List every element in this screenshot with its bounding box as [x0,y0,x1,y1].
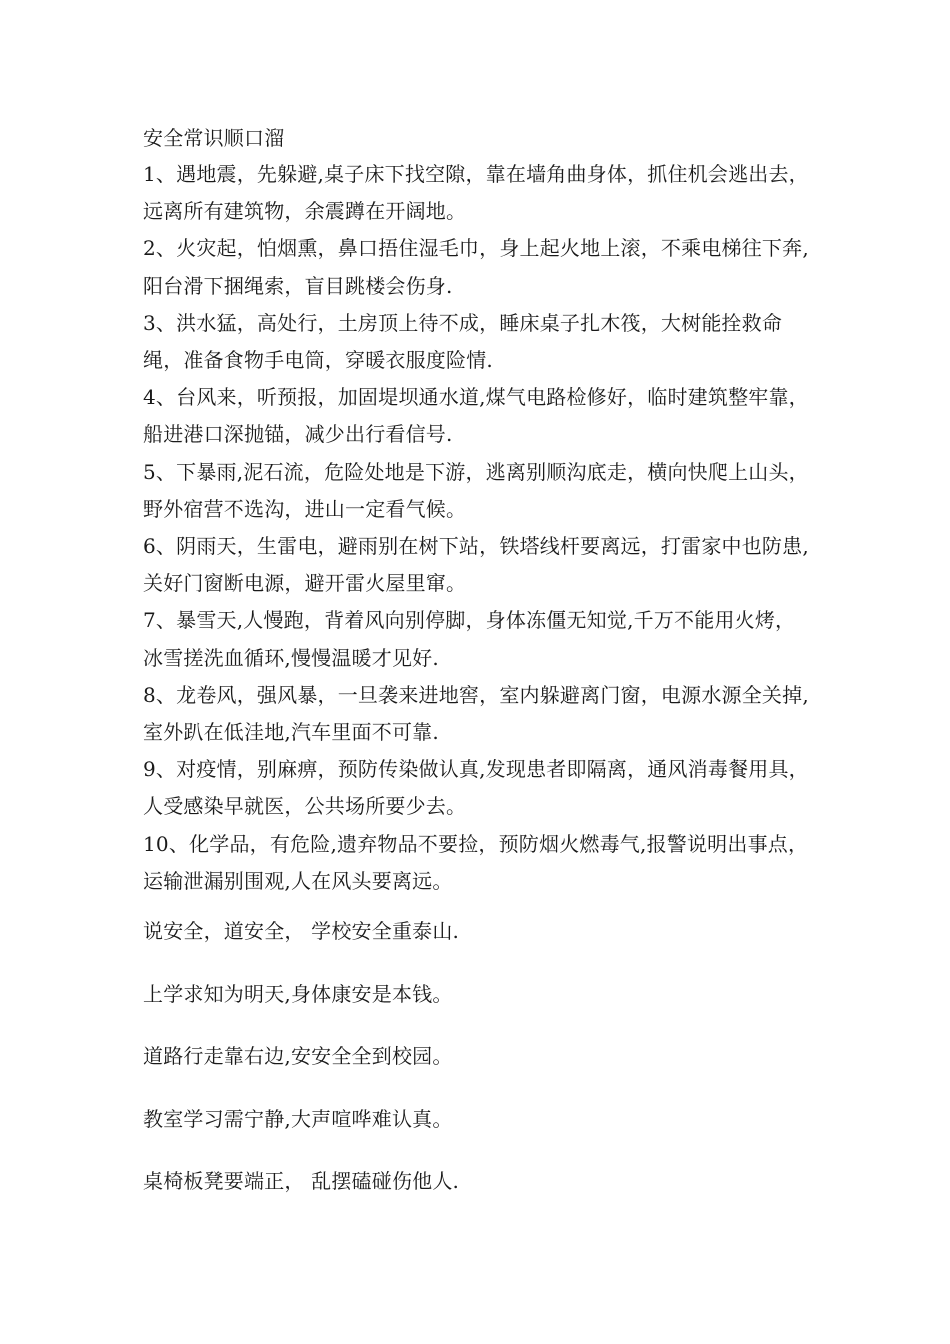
verse-line-5: 桌椅板凳要端正， 乱摆磕碰伤他人. [143,1169,460,1194]
safety-rules-list [143,156,813,900]
verse-line-1: 说安全，道安全， 学校安全重泰山. [143,919,460,944]
safety-rule-6: 6、阴雨天，生雷电，避雨别在树下站，铁塔线杆要离远，打雷家中也防患,关好门窗断电源，避开雷火屋里窜。 [143,534,809,596]
safety-rule-4: 4、台风来，听预报，加固堤坝通水道,煤气电路检修好，临时建筑整牢靠，船进港口深抛锚，减少出行看信号. [143,385,809,447]
school-safety-verses [143,916,813,1196]
verse-line-2: 上学求知为明天,身体康安是本钱。 [143,981,453,1006]
safety-rule-8: 8、龙卷风，强风暴，一旦袭来进地窖，室内躲避离门窗，电源水源全关掉,室外趴在低洼地,汽车里面不可靠. [143,682,809,745]
safety-rule-5: 5、下暴雨,泥石流，危险处地是下游，逃离别顺沟底走，横向快爬上山头，野外宿营不选沟，进山一定看气候。 [143,459,809,521]
safety-rule-1: 1、遇地震，先躲避,桌子床下找空隙，靠在墙角曲身体，抓住机会逃出去，远离所有建筑物，余震蹲在开阔地。 [143,162,809,224]
verse-line-4: 教室学习需宁静,大声喧哗难认真。 [143,1106,453,1131]
document-body [143,120,813,1196]
safety-rule-9: 9、对疫情，别麻痹，预防传染做认真,发现患者即隔离，通风消毒餐用具，人受感染早就医，公共场所要少去。 [143,757,809,819]
safety-rule-3: 3、洪水猛，高处行，土房顶上待不成，睡床桌子扎木筏，大树能拴救命绳，准备食物手电筒，穿暖衣服度险情. [143,310,783,373]
safety-rule-10: 10、化学品，有危险,遗弃物品不要捡，预防烟火燃毒气,报警说明出事点，运输泄漏别围观,人在风头要离远。 [143,831,809,893]
safety-rule-2: 2、火灾起，怕烟熏，鼻口捂住湿毛巾，身上起火地上滚，不乘电梯往下奔,阳台滑下捆绳索，盲目跳楼会伤身. [143,236,809,298]
safety-rule-7: 7、暴雪天,人慢跑，背着风向别停脚，身体冻僵无知觉,千万不能用火烤，冰雪搓洗血循环,慢慢温暖才见好. [143,608,796,670]
document-title: 安全常识顺口溜 [143,126,285,150]
verse-line-3: 道路行走靠右边,安安全全到校园。 [143,1044,453,1069]
